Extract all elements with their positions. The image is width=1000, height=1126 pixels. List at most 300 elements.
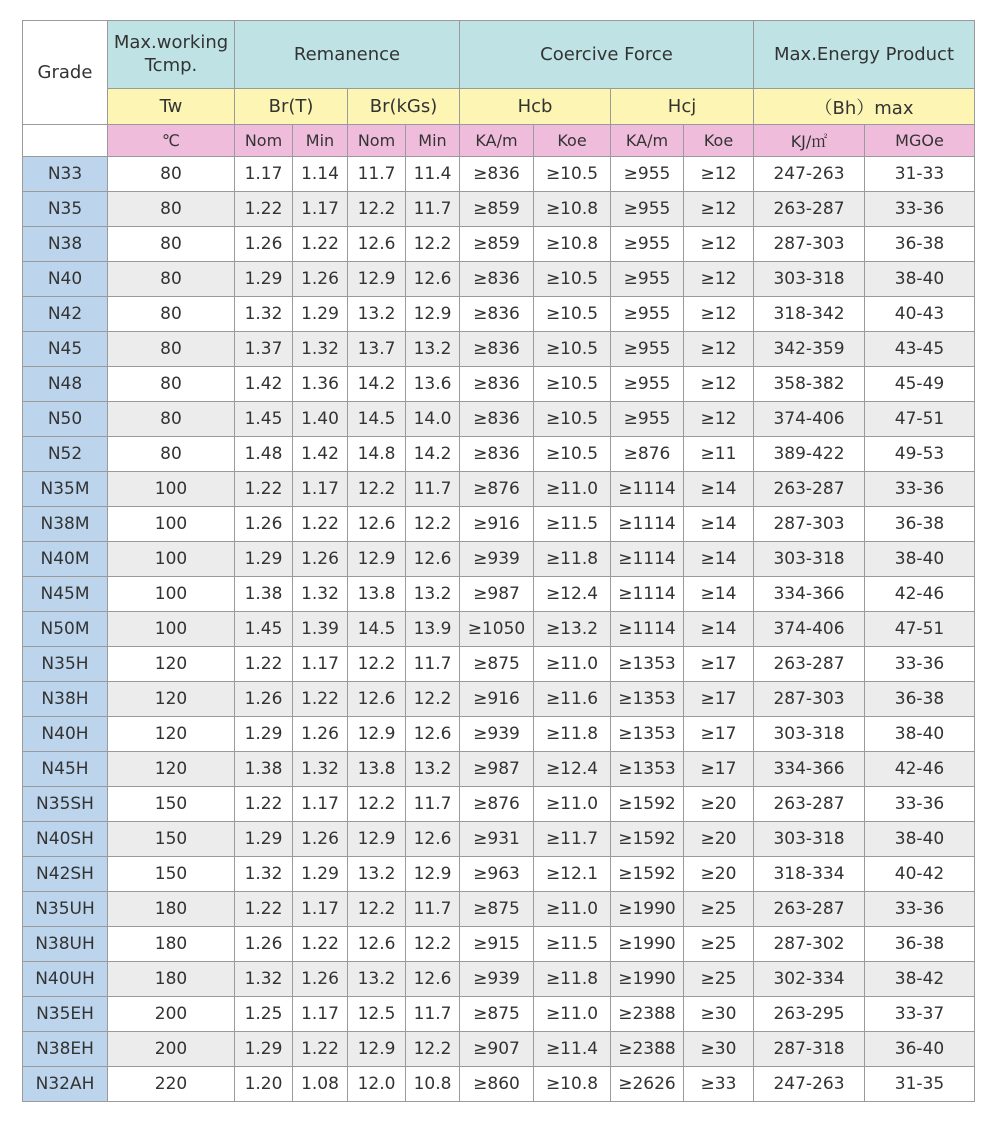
cell-hcb-koe: ≥11.6 [534, 682, 611, 717]
table-row [23, 892, 975, 927]
table-row [23, 507, 975, 542]
cell-hcb-ka-m: ≥836 [460, 367, 534, 402]
cell-hcb-koe: ≥11.0 [534, 787, 611, 822]
cell-bhmax-mgoe: 40-43 [865, 297, 975, 332]
cell-hcb-koe: ≥12.1 [534, 857, 611, 892]
cell-br-t-min: 1.32 [293, 332, 348, 367]
cell-max-temp: 120 [108, 717, 235, 752]
cell-hcb-ka-m: ≥875 [460, 892, 534, 927]
cell-hcj-ka-m: ≥1990 [611, 927, 684, 962]
cell-bhmax-kj: 358-382 [754, 367, 865, 402]
cell-max-temp: 80 [108, 437, 235, 472]
cell-br-t-nom: 1.42 [235, 367, 293, 402]
cell-br-t-nom: 1.48 [235, 437, 293, 472]
cell-bhmax-mgoe: 42-46 [865, 752, 975, 787]
cell-max-temp: 150 [108, 857, 235, 892]
grade-header: Grade [23, 21, 108, 125]
cell-br-t-min: 1.17 [293, 787, 348, 822]
cell-grade: N50M [23, 612, 108, 647]
cell-grade: N35M [23, 472, 108, 507]
br-t-min-header: Min [293, 125, 348, 157]
cell-bhmax-mgoe: 47-51 [865, 402, 975, 437]
table-row [23, 682, 975, 717]
cell-hcb-koe: ≥10.5 [534, 262, 611, 297]
hcj-header: Hcj [611, 89, 754, 125]
cell-hcj-ka-m: ≥2388 [611, 1032, 684, 1067]
cell-grade: N32AH [23, 1067, 108, 1102]
cell-hcj-koe: ≥20 [684, 822, 754, 857]
cell-hcb-ka-m: ≥939 [460, 717, 534, 752]
cell-hcb-ka-m: ≥836 [460, 262, 534, 297]
cell-hcb-ka-m: ≥963 [460, 857, 534, 892]
cell-hcj-ka-m: ≥1114 [611, 472, 684, 507]
cell-hcj-koe: ≥11 [684, 437, 754, 472]
cell-hcj-koe: ≥14 [684, 472, 754, 507]
cell-max-temp: 80 [108, 192, 235, 227]
cell-max-temp: 80 [108, 157, 235, 192]
cell-grade: N38EH [23, 1032, 108, 1067]
cell-bhmax-kj: 318-334 [754, 857, 865, 892]
cell-hcj-ka-m: ≥955 [611, 262, 684, 297]
cell-hcj-ka-m: ≥876 [611, 437, 684, 472]
cell-max-temp: 150 [108, 787, 235, 822]
cell-br-kgs-min: 12.2 [406, 507, 460, 542]
cell-br-t-min: 1.22 [293, 227, 348, 262]
cell-br-t-min: 1.22 [293, 1032, 348, 1067]
cell-br-t-min: 1.36 [293, 367, 348, 402]
cell-br-kgs-nom: 13.2 [348, 297, 406, 332]
cell-br-kgs-min: 12.9 [406, 857, 460, 892]
cell-br-t-nom: 1.29 [235, 822, 293, 857]
cell-max-temp: 80 [108, 402, 235, 437]
cell-br-t-min: 1.17 [293, 472, 348, 507]
cell-hcj-koe: ≥12 [684, 192, 754, 227]
table-row [23, 472, 975, 507]
cell-br-t-min: 1.42 [293, 437, 348, 472]
cell-bhmax-mgoe: 38-40 [865, 542, 975, 577]
cell-hcb-koe: ≥12.4 [534, 577, 611, 612]
cell-bhmax-mgoe: 47-51 [865, 612, 975, 647]
cell-hcb-koe: ≥10.5 [534, 157, 611, 192]
cell-grade: N35UH [23, 892, 108, 927]
cell-bhmax-mgoe: 33-36 [865, 647, 975, 682]
cell-hcj-koe: ≥25 [684, 927, 754, 962]
cell-br-t-nom: 1.29 [235, 1032, 293, 1067]
cell-hcb-koe: ≥11.5 [534, 507, 611, 542]
grade-header-spacer [23, 125, 108, 157]
cell-br-kgs-nom: 12.2 [348, 192, 406, 227]
cell-hcj-koe: ≥20 [684, 787, 754, 822]
cell-grade: N45 [23, 332, 108, 367]
cell-hcb-ka-m: ≥987 [460, 577, 534, 612]
cell-hcb-koe: ≥11.0 [534, 647, 611, 682]
cell-hcj-ka-m: ≥955 [611, 332, 684, 367]
max-temp-header: Max.working Tcmp. [108, 21, 235, 89]
cell-bhmax-mgoe: 33-37 [865, 997, 975, 1032]
cell-br-t-min: 1.26 [293, 542, 348, 577]
cell-br-kgs-nom: 12.6 [348, 227, 406, 262]
cell-br-kgs-min: 13.6 [406, 367, 460, 402]
cell-max-temp: 180 [108, 927, 235, 962]
cell-grade: N38 [23, 227, 108, 262]
cell-hcj-koe: ≥14 [684, 612, 754, 647]
cell-br-t-min: 1.39 [293, 612, 348, 647]
cell-bhmax-mgoe: 33-36 [865, 892, 975, 927]
table-row [23, 612, 975, 647]
cell-br-t-nom: 1.29 [235, 542, 293, 577]
coercive-force-header: Coercive Force [460, 21, 754, 89]
cell-max-temp: 150 [108, 822, 235, 857]
cell-hcj-koe: ≥17 [684, 752, 754, 787]
table-row [23, 367, 975, 402]
cell-br-kgs-min: 12.6 [406, 717, 460, 752]
kj-m3-header: KJ/㎡ [754, 125, 865, 157]
cell-br-t-nom: 1.29 [235, 717, 293, 752]
cell-hcb-koe: ≥11.5 [534, 927, 611, 962]
cell-br-t-nom: 1.38 [235, 577, 293, 612]
cell-hcb-koe: ≥11.8 [534, 962, 611, 997]
cell-max-temp: 80 [108, 262, 235, 297]
cell-grade: N42SH [23, 857, 108, 892]
cell-bhmax-mgoe: 31-33 [865, 157, 975, 192]
cell-br-kgs-min: 14.2 [406, 437, 460, 472]
cell-br-t-min: 1.26 [293, 962, 348, 997]
cell-br-kgs-min: 14.0 [406, 402, 460, 437]
cell-br-kgs-min: 11.7 [406, 892, 460, 927]
cell-grade: N35H [23, 647, 108, 682]
cell-grade: N40SH [23, 822, 108, 857]
table-row [23, 717, 975, 752]
cell-hcb-koe: ≥11.4 [534, 1032, 611, 1067]
cell-grade: N38H [23, 682, 108, 717]
cell-hcb-koe: ≥11.7 [534, 822, 611, 857]
cell-hcj-ka-m: ≥955 [611, 367, 684, 402]
cell-hcj-ka-m: ≥1353 [611, 647, 684, 682]
cell-max-temp: 100 [108, 577, 235, 612]
table-row [23, 787, 975, 822]
cell-bhmax-kj: 334-366 [754, 752, 865, 787]
cell-br-t-nom: 1.17 [235, 157, 293, 192]
cell-hcj-ka-m: ≥1114 [611, 577, 684, 612]
cell-br-kgs-min: 12.2 [406, 927, 460, 962]
cell-bhmax-mgoe: 33-36 [865, 787, 975, 822]
cell-hcb-koe: ≥10.5 [534, 332, 611, 367]
table-row [23, 402, 975, 437]
table-row [23, 227, 975, 262]
cell-br-t-nom: 1.38 [235, 752, 293, 787]
cell-br-kgs-nom: 11.7 [348, 157, 406, 192]
cell-bhmax-mgoe: 38-40 [865, 717, 975, 752]
table-row [23, 262, 975, 297]
cell-hcb-ka-m: ≥939 [460, 542, 534, 577]
cell-bhmax-kj: 287-302 [754, 927, 865, 962]
cell-br-kgs-min: 11.7 [406, 192, 460, 227]
cell-br-t-nom: 1.22 [235, 192, 293, 227]
cell-br-t-nom: 1.32 [235, 857, 293, 892]
cell-max-temp: 120 [108, 647, 235, 682]
cell-br-kgs-min: 12.6 [406, 822, 460, 857]
cell-br-kgs-nom: 13.2 [348, 962, 406, 997]
cell-hcj-ka-m: ≥1990 [611, 962, 684, 997]
cell-bhmax-kj: 342-359 [754, 332, 865, 367]
cell-hcb-koe: ≥11.8 [534, 717, 611, 752]
cell-br-t-min: 1.08 [293, 1067, 348, 1102]
cell-br-kgs-min: 12.6 [406, 542, 460, 577]
cell-hcb-ka-m: ≥836 [460, 157, 534, 192]
cell-br-t-nom: 1.20 [235, 1067, 293, 1102]
cell-br-t-min: 1.29 [293, 297, 348, 332]
cell-hcj-ka-m: ≥2626 [611, 1067, 684, 1102]
magnet-grade-table-container [22, 20, 975, 1102]
cell-bhmax-mgoe: 42-46 [865, 577, 975, 612]
cell-hcj-koe: ≥14 [684, 577, 754, 612]
cell-bhmax-mgoe: 49-53 [865, 437, 975, 472]
cell-hcb-ka-m: ≥860 [460, 1067, 534, 1102]
br-kgs-nom-header: Nom [348, 125, 406, 157]
cell-bhmax-mgoe: 33-36 [865, 472, 975, 507]
cell-grade: N40UH [23, 962, 108, 997]
cell-max-temp: 180 [108, 962, 235, 997]
cell-br-kgs-min: 12.9 [406, 297, 460, 332]
cell-hcb-koe: ≥10.5 [534, 402, 611, 437]
cell-bhmax-kj: 389-422 [754, 437, 865, 472]
cell-br-kgs-min: 13.2 [406, 332, 460, 367]
cell-hcj-koe: ≥17 [684, 717, 754, 752]
cell-hcj-ka-m: ≥1114 [611, 507, 684, 542]
br-t-header: Br(T) [235, 89, 348, 125]
cell-br-kgs-nom: 14.8 [348, 437, 406, 472]
cell-bhmax-kj: 263-287 [754, 472, 865, 507]
cell-hcb-koe: ≥11.8 [534, 542, 611, 577]
cell-max-temp: 180 [108, 892, 235, 927]
cell-hcj-koe: ≥12 [684, 332, 754, 367]
cell-hcj-ka-m: ≥1592 [611, 787, 684, 822]
cell-bhmax-kj: 303-318 [754, 262, 865, 297]
cell-hcj-koe: ≥30 [684, 1032, 754, 1067]
cell-grade: N52 [23, 437, 108, 472]
cell-hcj-koe: ≥12 [684, 157, 754, 192]
cell-hcb-koe: ≥11.0 [534, 472, 611, 507]
cell-hcb-ka-m: ≥836 [460, 437, 534, 472]
cell-grade: N42 [23, 297, 108, 332]
cell-hcj-koe: ≥20 [684, 857, 754, 892]
cell-br-t-nom: 1.22 [235, 472, 293, 507]
cell-hcj-ka-m: ≥955 [611, 227, 684, 262]
cell-br-t-min: 1.14 [293, 157, 348, 192]
cell-max-temp: 100 [108, 507, 235, 542]
table-row [23, 332, 975, 367]
cell-bhmax-mgoe: 36-38 [865, 227, 975, 262]
cell-bhmax-kj: 374-406 [754, 402, 865, 437]
cell-bhmax-kj: 263-287 [754, 892, 865, 927]
hcb-koe-header: Koe [534, 125, 611, 157]
cell-hcb-ka-m: ≥916 [460, 507, 534, 542]
cell-hcj-koe: ≥12 [684, 402, 754, 437]
cell-bhmax-mgoe: 36-40 [865, 1032, 975, 1067]
cell-hcj-ka-m: ≥2388 [611, 997, 684, 1032]
cell-bhmax-mgoe: 45-49 [865, 367, 975, 402]
cell-hcj-ka-m: ≥1592 [611, 857, 684, 892]
cell-bhmax-kj: 287-303 [754, 227, 865, 262]
mgoe-header: MGOe [865, 125, 975, 157]
cell-max-temp: 80 [108, 227, 235, 262]
cell-hcj-koe: ≥17 [684, 682, 754, 717]
table-row [23, 577, 975, 612]
cell-hcb-ka-m: ≥939 [460, 962, 534, 997]
cell-br-kgs-nom: 14.5 [348, 402, 406, 437]
cell-br-kgs-min: 12.2 [406, 682, 460, 717]
cell-hcj-koe: ≥12 [684, 262, 754, 297]
cell-hcj-koe: ≥30 [684, 997, 754, 1032]
cell-br-kgs-min: 10.8 [406, 1067, 460, 1102]
cell-max-temp: 200 [108, 997, 235, 1032]
cell-hcj-ka-m: ≥1114 [611, 612, 684, 647]
magnet-grade-table [22, 20, 975, 1102]
cell-bhmax-kj: 303-318 [754, 542, 865, 577]
hcj-koe-header: Koe [684, 125, 754, 157]
cell-hcj-ka-m: ≥955 [611, 157, 684, 192]
cell-grade: N38UH [23, 927, 108, 962]
cell-br-t-nom: 1.22 [235, 787, 293, 822]
bhmax-header: （Bh）max [754, 89, 975, 125]
cell-hcj-koe: ≥12 [684, 297, 754, 332]
cell-bhmax-mgoe: 33-36 [865, 192, 975, 227]
cell-hcb-koe: ≥10.5 [534, 367, 611, 402]
cell-br-t-min: 1.17 [293, 647, 348, 682]
table-row [23, 1067, 975, 1102]
cell-hcj-ka-m: ≥1114 [611, 542, 684, 577]
cell-br-kgs-nom: 12.2 [348, 787, 406, 822]
cell-hcj-koe: ≥17 [684, 647, 754, 682]
cell-bhmax-kj: 374-406 [754, 612, 865, 647]
cell-br-kgs-nom: 12.9 [348, 1032, 406, 1067]
cell-grade: N45M [23, 577, 108, 612]
cell-br-kgs-nom: 12.9 [348, 717, 406, 752]
cell-hcb-ka-m: ≥859 [460, 192, 534, 227]
cell-bhmax-mgoe: 36-38 [865, 507, 975, 542]
cell-hcb-ka-m: ≥916 [460, 682, 534, 717]
cell-br-t-min: 1.26 [293, 262, 348, 297]
cell-br-kgs-nom: 14.2 [348, 367, 406, 402]
cell-hcb-koe: ≥10.5 [534, 437, 611, 472]
cell-hcb-koe: ≥10.5 [534, 297, 611, 332]
cell-bhmax-kj: 302-334 [754, 962, 865, 997]
cell-bhmax-kj: 247-263 [754, 157, 865, 192]
cell-bhmax-kj: 318-342 [754, 297, 865, 332]
cell-br-t-nom: 1.32 [235, 297, 293, 332]
cell-bhmax-kj: 303-318 [754, 717, 865, 752]
cell-bhmax-kj: 287-303 [754, 682, 865, 717]
cell-br-kgs-min: 11.7 [406, 647, 460, 682]
cell-br-t-min: 1.26 [293, 822, 348, 857]
cell-hcb-ka-m: ≥875 [460, 647, 534, 682]
cell-hcj-ka-m: ≥1353 [611, 752, 684, 787]
cell-bhmax-kj: 303-318 [754, 822, 865, 857]
cell-grade: N35EH [23, 997, 108, 1032]
cell-br-t-nom: 1.37 [235, 332, 293, 367]
cell-br-kgs-min: 13.2 [406, 577, 460, 612]
br-kgs-min-header: Min [406, 125, 460, 157]
cell-bhmax-mgoe: 40-42 [865, 857, 975, 892]
cell-max-temp: 220 [108, 1067, 235, 1102]
cell-hcj-ka-m: ≥1353 [611, 717, 684, 752]
cell-hcj-ka-m: ≥955 [611, 297, 684, 332]
cell-max-temp: 80 [108, 297, 235, 332]
cell-br-t-min: 1.26 [293, 717, 348, 752]
cell-br-t-min: 1.22 [293, 927, 348, 962]
cell-br-kgs-nom: 12.9 [348, 542, 406, 577]
cell-br-kgs-nom: 13.2 [348, 857, 406, 892]
cell-br-kgs-nom: 14.5 [348, 612, 406, 647]
cell-hcj-koe: ≥25 [684, 892, 754, 927]
cell-br-kgs-nom: 13.8 [348, 577, 406, 612]
cell-br-t-min: 1.22 [293, 507, 348, 542]
cell-br-kgs-nom: 12.6 [348, 927, 406, 962]
cell-max-temp: 100 [108, 472, 235, 507]
cell-br-kgs-nom: 12.9 [348, 822, 406, 857]
hcb-ka-m-header: KA/m [460, 125, 534, 157]
cell-br-kgs-nom: 12.6 [348, 507, 406, 542]
cell-hcj-ka-m: ≥1990 [611, 892, 684, 927]
cell-bhmax-kj: 263-287 [754, 192, 865, 227]
table-row [23, 192, 975, 227]
cell-bhmax-kj: 263-287 [754, 787, 865, 822]
cell-hcj-koe: ≥12 [684, 227, 754, 262]
energy-product-header: Max.Energy Product [754, 21, 975, 89]
cell-hcj-koe: ≥14 [684, 542, 754, 577]
cell-hcb-ka-m: ≥931 [460, 822, 534, 857]
cell-br-t-nom: 1.25 [235, 997, 293, 1032]
cell-bhmax-mgoe: 43-45 [865, 332, 975, 367]
cell-grade: N40M [23, 542, 108, 577]
cell-hcj-koe: ≥12 [684, 367, 754, 402]
cell-grade: N48 [23, 367, 108, 402]
cell-max-temp: 200 [108, 1032, 235, 1067]
table-row [23, 297, 975, 332]
table-row [23, 647, 975, 682]
cell-hcb-ka-m: ≥836 [460, 332, 534, 367]
cell-br-t-min: 1.17 [293, 192, 348, 227]
cell-br-t-nom: 1.26 [235, 682, 293, 717]
cell-hcj-koe: ≥14 [684, 507, 754, 542]
cell-br-t-nom: 1.45 [235, 402, 293, 437]
cell-br-kgs-nom: 13.7 [348, 332, 406, 367]
cell-hcj-ka-m: ≥1592 [611, 822, 684, 857]
table-row [23, 437, 975, 472]
cell-grade: N35 [23, 192, 108, 227]
cell-br-t-min: 1.32 [293, 752, 348, 787]
cell-br-kgs-nom: 13.8 [348, 752, 406, 787]
cell-hcj-ka-m: ≥1353 [611, 682, 684, 717]
cell-br-t-nom: 1.32 [235, 962, 293, 997]
table-row [23, 1032, 975, 1067]
cell-bhmax-mgoe: 38-40 [865, 262, 975, 297]
cell-br-t-nom: 1.22 [235, 892, 293, 927]
cell-br-t-nom: 1.45 [235, 612, 293, 647]
cell-bhmax-mgoe: 38-42 [865, 962, 975, 997]
cell-bhmax-kj: 334-366 [754, 577, 865, 612]
cell-hcb-ka-m: ≥1050 [460, 612, 534, 647]
cell-br-kgs-min: 11.4 [406, 157, 460, 192]
cell-br-t-min: 1.32 [293, 577, 348, 612]
cell-max-temp: 80 [108, 367, 235, 402]
cell-hcb-ka-m: ≥836 [460, 297, 534, 332]
cell-hcb-koe: ≥10.8 [534, 1067, 611, 1102]
cell-br-kgs-nom: 12.2 [348, 647, 406, 682]
table-row [23, 157, 975, 192]
table-row [23, 927, 975, 962]
cell-grade: N33 [23, 157, 108, 192]
